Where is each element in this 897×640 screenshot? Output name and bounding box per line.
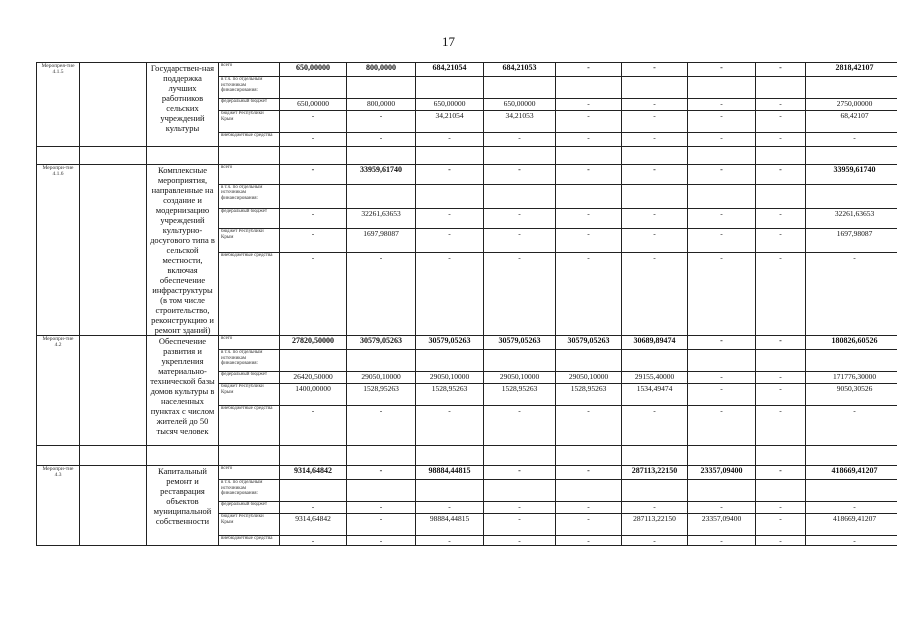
amount-cell: 33959,61740 xyxy=(347,165,416,185)
funding-source: в т.ч. по отдельным источникам финансирования: xyxy=(219,480,280,502)
gap-cell xyxy=(280,446,347,466)
amount-cell: 98884,44815 xyxy=(416,466,484,480)
amount-cell: 1528,95263 xyxy=(347,384,416,406)
amount-cell: - xyxy=(756,466,806,480)
amount-cell: - xyxy=(484,536,556,546)
amount-cell: - xyxy=(756,502,806,514)
amount-cell: 1528,95263 xyxy=(556,384,622,406)
amount-cell: 650,00000 xyxy=(416,99,484,111)
amount-cell xyxy=(756,480,806,502)
amount-cell: - xyxy=(416,502,484,514)
amount-cell: 33959,61740 xyxy=(806,165,897,185)
executor-cell xyxy=(80,336,147,446)
amount-cell: - xyxy=(688,384,756,406)
amount-cell xyxy=(484,184,556,208)
amount-cell: - xyxy=(280,253,347,336)
amount-cell: - xyxy=(484,502,556,514)
amount-cell xyxy=(280,77,347,99)
amount-cell xyxy=(756,184,806,208)
amount-cell: 30579,05263 xyxy=(556,336,622,350)
gap-cell xyxy=(756,446,806,466)
funding-source: внебюджетные средства xyxy=(219,406,280,446)
amount-cell: - xyxy=(556,99,622,111)
funding-source: всего xyxy=(219,63,280,77)
amount-cell: - xyxy=(484,165,556,185)
table-row xyxy=(37,165,897,185)
amount-cell: - xyxy=(806,502,897,514)
amount-cell: - xyxy=(556,466,622,480)
amount-cell: 9050,30526 xyxy=(806,384,897,406)
amount-cell: - xyxy=(688,111,756,133)
amount-cell: 29050,10000 xyxy=(416,372,484,384)
gap-cell xyxy=(622,147,688,165)
amount-cell xyxy=(622,184,688,208)
gap-cell xyxy=(688,446,756,466)
amount-cell: - xyxy=(688,253,756,336)
amount-cell: 684,21053 xyxy=(484,63,556,77)
measure-name: Комплексные мероприятия, направленные на создание и модернизацию учреждений культурно-досугового типа в сельской местности, включая обеспечение инфраструктуры (в том числе строительство, реконструкцию и ремонт зданий) xyxy=(147,165,219,336)
amount-cell: 26420,50000 xyxy=(280,372,347,384)
gap-cell xyxy=(80,446,147,466)
measure-code: Меропрея-тие 4.1.5 xyxy=(37,63,80,147)
amount-cell: - xyxy=(756,111,806,133)
amount-cell: - xyxy=(484,406,556,446)
amount-cell: - xyxy=(756,133,806,147)
amount-cell xyxy=(347,480,416,502)
amount-cell: 9314,64842 xyxy=(280,514,347,536)
amount-cell: 29050,10000 xyxy=(484,372,556,384)
amount-cell: - xyxy=(622,406,688,446)
amount-cell: - xyxy=(416,209,484,229)
amount-cell: - xyxy=(688,209,756,229)
amount-cell: - xyxy=(622,228,688,252)
amount-cell: 287113,22150 xyxy=(622,514,688,536)
gap-cell xyxy=(556,147,622,165)
amount-cell: - xyxy=(688,336,756,350)
amount-cell: - xyxy=(556,536,622,546)
gap-cell xyxy=(806,446,897,466)
amount-cell xyxy=(280,480,347,502)
amount-cell: - xyxy=(806,133,897,147)
gap-cell xyxy=(147,446,219,466)
gap-cell xyxy=(80,147,147,165)
amount-cell: 1528,95263 xyxy=(416,384,484,406)
amount-cell: 2818,42107 xyxy=(806,63,897,77)
funding-source: в т.ч. по отдельным источникам финансирования: xyxy=(219,350,280,372)
gap-cell xyxy=(688,147,756,165)
amount-cell: 23357,09400 xyxy=(688,466,756,480)
gap-cell xyxy=(622,446,688,466)
amount-cell: - xyxy=(484,228,556,252)
gap-cell xyxy=(484,147,556,165)
amount-cell xyxy=(416,184,484,208)
amount-cell xyxy=(806,77,897,99)
amount-cell: - xyxy=(622,536,688,546)
amount-cell: - xyxy=(688,536,756,546)
amount-cell: 418669,41207 xyxy=(806,514,897,536)
section-gap xyxy=(37,446,897,466)
amount-cell: 34,21054 xyxy=(416,111,484,133)
amount-cell: - xyxy=(622,502,688,514)
amount-cell: 171776,30000 xyxy=(806,372,897,384)
amount-cell: - xyxy=(484,514,556,536)
amount-cell xyxy=(416,480,484,502)
funding-source: федеральный бюджет xyxy=(219,372,280,384)
amount-cell: - xyxy=(756,384,806,406)
amount-cell: - xyxy=(347,133,416,147)
financing-table xyxy=(36,62,897,546)
amount-cell xyxy=(756,77,806,99)
amount-cell: - xyxy=(556,63,622,77)
amount-cell: 1528,95263 xyxy=(484,384,556,406)
amount-cell: - xyxy=(556,406,622,446)
amount-cell: - xyxy=(347,502,416,514)
funding-source: федеральный бюджет xyxy=(219,502,280,514)
amount-cell xyxy=(556,77,622,99)
gap-cell xyxy=(219,446,280,466)
amount-cell: - xyxy=(416,133,484,147)
amount-cell: - xyxy=(756,372,806,384)
amount-cell: 98884,44815 xyxy=(416,514,484,536)
executor-cell xyxy=(80,63,147,147)
funding-source: бюджет Республики Крым xyxy=(219,514,280,536)
amount-cell: - xyxy=(556,502,622,514)
amount-cell: 27820,50000 xyxy=(280,336,347,350)
amount-cell: 650,00000 xyxy=(484,99,556,111)
gap-cell xyxy=(806,147,897,165)
amount-cell: - xyxy=(347,406,416,446)
amount-cell xyxy=(556,480,622,502)
executor-cell xyxy=(80,466,147,546)
amount-cell xyxy=(756,350,806,372)
amount-cell: - xyxy=(416,406,484,446)
amount-cell: - xyxy=(688,502,756,514)
measure-code: Меропри-тие 4.3 xyxy=(37,466,80,546)
amount-cell: - xyxy=(756,253,806,336)
amount-cell: 180826,60526 xyxy=(806,336,897,350)
amount-cell xyxy=(556,184,622,208)
amount-cell: - xyxy=(556,111,622,133)
amount-cell xyxy=(806,480,897,502)
amount-cell: 287113,22150 xyxy=(622,466,688,480)
amount-cell: - xyxy=(280,111,347,133)
amount-cell: 650,00000 xyxy=(280,63,347,77)
amount-cell: 1697,98087 xyxy=(806,228,897,252)
amount-cell: - xyxy=(756,406,806,446)
funding-source: в т.ч. по отдельным источникам финансирования: xyxy=(219,77,280,99)
gap-cell xyxy=(556,446,622,466)
gap-cell xyxy=(219,147,280,165)
amount-cell: 68,42107 xyxy=(806,111,897,133)
funding-source: бюджет Республики Крым xyxy=(219,384,280,406)
funding-source: всего xyxy=(219,165,280,185)
funding-source: внебюджетные средства xyxy=(219,133,280,147)
amount-cell: 32261,63653 xyxy=(347,209,416,229)
gap-cell xyxy=(416,147,484,165)
amount-cell: - xyxy=(556,165,622,185)
amount-cell: 684,21054 xyxy=(416,63,484,77)
amount-cell: - xyxy=(688,63,756,77)
amount-cell: - xyxy=(806,253,897,336)
amount-cell: - xyxy=(688,165,756,185)
amount-cell: 1400,00000 xyxy=(280,384,347,406)
amount-cell: - xyxy=(756,336,806,350)
amount-cell: - xyxy=(556,253,622,336)
funding-source: всего xyxy=(219,336,280,350)
amount-cell: 2750,00000 xyxy=(806,99,897,111)
amount-cell: - xyxy=(347,111,416,133)
amount-cell: - xyxy=(806,536,897,546)
amount-cell xyxy=(484,480,556,502)
amount-cell: - xyxy=(688,228,756,252)
amount-cell: - xyxy=(416,253,484,336)
amount-cell: - xyxy=(688,99,756,111)
amount-cell: - xyxy=(556,514,622,536)
amount-cell xyxy=(688,77,756,99)
page-number: 17 xyxy=(442,34,455,49)
amount-cell: - xyxy=(416,165,484,185)
amount-cell: - xyxy=(416,536,484,546)
amount-cell: 30579,05263 xyxy=(484,336,556,350)
gap-cell xyxy=(147,147,219,165)
amount-cell: 650,00000 xyxy=(280,99,347,111)
amount-cell xyxy=(622,480,688,502)
amount-cell: - xyxy=(484,466,556,480)
amount-cell: - xyxy=(484,253,556,336)
funding-source: федеральный бюджет xyxy=(219,209,280,229)
amount-cell: - xyxy=(556,209,622,229)
measure-name: Обеспечение развития и укрепления материально-технической базы домов культуры в населенных пунктах с числом жителей до 50 тысяч человек xyxy=(147,336,219,446)
amount-cell xyxy=(280,350,347,372)
amount-cell: 800,0000 xyxy=(347,63,416,77)
table-row xyxy=(37,466,897,480)
amount-cell: - xyxy=(280,165,347,185)
measure-name: Капитальный ремонт и реставрация объектов муниципальной собственности xyxy=(147,466,219,546)
amount-cell: - xyxy=(280,406,347,446)
amount-cell xyxy=(280,184,347,208)
amount-cell xyxy=(347,77,416,99)
amount-cell xyxy=(347,350,416,372)
funding-source: федеральный бюджет xyxy=(219,99,280,111)
amount-cell: 30579,05263 xyxy=(416,336,484,350)
amount-cell: - xyxy=(280,228,347,252)
amount-cell xyxy=(556,350,622,372)
amount-cell: 29050,10000 xyxy=(556,372,622,384)
amount-cell: 1697,98087 xyxy=(347,228,416,252)
amount-cell xyxy=(622,350,688,372)
amount-cell: - xyxy=(622,133,688,147)
amount-cell xyxy=(622,77,688,99)
table-row xyxy=(37,63,897,77)
measure-name: Государствен-ная поддержка лучших работников сельских учреждений культуры xyxy=(147,63,219,147)
amount-cell xyxy=(688,184,756,208)
amount-cell: - xyxy=(347,536,416,546)
gap-cell xyxy=(280,147,347,165)
amount-cell: - xyxy=(756,514,806,536)
section-gap xyxy=(37,147,897,165)
amount-cell: - xyxy=(280,133,347,147)
amount-cell: - xyxy=(622,209,688,229)
amount-cell: 800,0000 xyxy=(347,99,416,111)
amount-cell: - xyxy=(756,63,806,77)
amount-cell: - xyxy=(756,99,806,111)
amount-cell: - xyxy=(806,406,897,446)
amount-cell: - xyxy=(688,372,756,384)
funding-source: внебюджетные средства xyxy=(219,536,280,546)
amount-cell: - xyxy=(280,209,347,229)
amount-cell: - xyxy=(622,63,688,77)
amount-cell: - xyxy=(622,165,688,185)
funding-source: бюджет Республики Крым xyxy=(219,228,280,252)
funding-source: всего xyxy=(219,466,280,480)
funding-source: в т.ч. по отдельным источникам финансирования: xyxy=(219,184,280,208)
gap-cell xyxy=(37,147,80,165)
amount-cell: 30579,05263 xyxy=(347,336,416,350)
gap-cell xyxy=(37,446,80,466)
amount-cell: - xyxy=(347,253,416,336)
amount-cell xyxy=(806,184,897,208)
gap-cell xyxy=(484,446,556,466)
amount-cell: - xyxy=(756,228,806,252)
table-row xyxy=(37,336,897,350)
amount-cell xyxy=(688,350,756,372)
amount-cell: - xyxy=(484,133,556,147)
amount-cell xyxy=(416,77,484,99)
amount-cell: - xyxy=(688,133,756,147)
amount-cell xyxy=(347,184,416,208)
gap-cell xyxy=(347,147,416,165)
amount-cell: - xyxy=(622,111,688,133)
amount-cell: 30689,89474 xyxy=(622,336,688,350)
amount-cell: 9314,64842 xyxy=(280,466,347,480)
amount-cell: - xyxy=(756,536,806,546)
amount-cell xyxy=(688,480,756,502)
amount-cell: - xyxy=(622,99,688,111)
funding-source: бюджет Республики Крым xyxy=(219,111,280,133)
gap-cell xyxy=(756,147,806,165)
amount-cell xyxy=(416,350,484,372)
amount-cell: 34,21053 xyxy=(484,111,556,133)
amount-cell: 29155,40000 xyxy=(622,372,688,384)
amount-cell: 1534,49474 xyxy=(622,384,688,406)
amount-cell: 29050,10000 xyxy=(347,372,416,384)
amount-cell: - xyxy=(280,536,347,546)
amount-cell: - xyxy=(280,502,347,514)
amount-cell: - xyxy=(756,209,806,229)
gap-cell xyxy=(347,446,416,466)
amount-cell: - xyxy=(347,466,416,480)
funding-source: внебюджетные средства xyxy=(219,253,280,336)
amount-cell: - xyxy=(416,228,484,252)
amount-cell: - xyxy=(756,165,806,185)
amount-cell: - xyxy=(484,209,556,229)
gap-cell xyxy=(416,446,484,466)
amount-cell xyxy=(806,350,897,372)
amount-cell: - xyxy=(622,253,688,336)
amount-cell: - xyxy=(347,514,416,536)
amount-cell: - xyxy=(688,406,756,446)
amount-cell: 32261,63653 xyxy=(806,209,897,229)
amount-cell: 23357,09400 xyxy=(688,514,756,536)
amount-cell: - xyxy=(556,228,622,252)
amount-cell xyxy=(484,77,556,99)
amount-cell xyxy=(484,350,556,372)
executor-cell xyxy=(80,165,147,336)
measure-code: Меропри-тие 4.2 xyxy=(37,336,80,446)
measure-code: Меропри-тие 4.1.6 xyxy=(37,165,80,336)
amount-cell: - xyxy=(556,133,622,147)
amount-cell: 418669,41207 xyxy=(806,466,897,480)
